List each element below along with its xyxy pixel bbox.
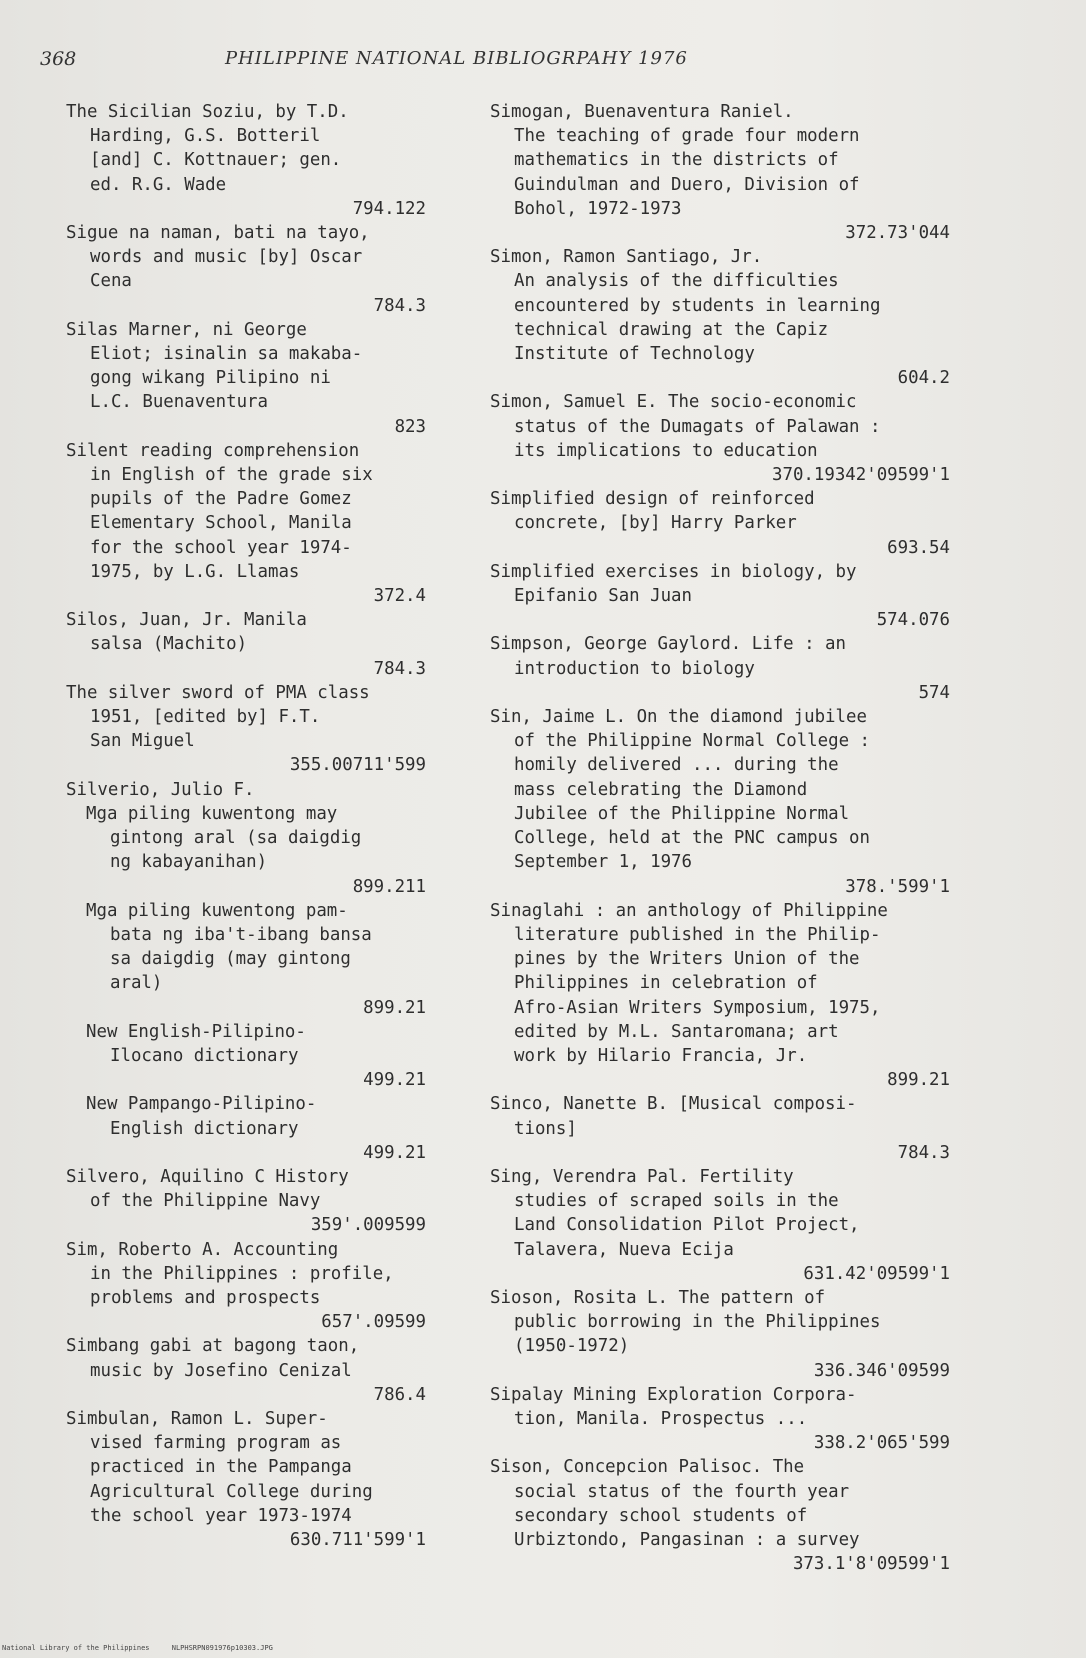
entry-heading: Sinco, Nanette B. [Musical composi-	[490, 1094, 857, 1115]
entry-body: Eliot; isinalin sa makaba- gong wikang Pilipino ni L.C. Buenaventura	[90, 344, 363, 413]
entry-heading: Sing, Verendra Pal. Fertility	[490, 1166, 794, 1187]
bib-entry	[66, 1165, 426, 1238]
entry-heading: Sioson, Rosita L. The pattern of	[490, 1287, 826, 1308]
bib-entry	[66, 1407, 426, 1552]
entry-heading: Silos, Juan, Jr. Manila	[66, 610, 307, 631]
entry-call-number: 631.42'09599'1	[803, 1263, 950, 1284]
bib-entry	[66, 439, 426, 608]
entry-heading: Simplified exercises in biology, by	[490, 561, 857, 582]
entry-call-number: 823	[394, 416, 426, 437]
entry-heading: New Pampango-Pilipino-	[86, 1094, 317, 1115]
bib-entry	[490, 899, 950, 1093]
entry-body: words and music [by] Oscar Cena	[90, 247, 363, 292]
entry-body: public borrowing in the Philippines (1950-1972)	[514, 1312, 881, 1357]
entry-body: gintong aral (sa daigdig ng kabayanihan)	[110, 828, 362, 873]
running-title: PHILIPPINE NATIONAL BIBLIOGRPAHY 1976	[225, 48, 688, 69]
bib-entry	[66, 1092, 426, 1165]
entry-heading: Silent reading comprehension	[66, 440, 360, 461]
entry-call-number: 372.4	[373, 586, 426, 607]
entry-call-number: 355.00711'599	[289, 755, 426, 776]
entry-body: The teaching of grade four modern mathematics in the districts of Guindulman and Duero, Division of Bohol, 1972-1973	[514, 126, 860, 219]
entry-body: concrete, [by] Harry Parker	[514, 513, 797, 534]
bib-entry	[490, 1383, 950, 1456]
entry-call-number: 604.2	[897, 368, 950, 389]
entry-call-number: 899.211	[352, 876, 426, 897]
entry-call-number: 499.21	[363, 1142, 426, 1163]
bib-entry	[490, 560, 950, 633]
entry-heading: Sim, Roberto A. Accounting	[66, 1239, 339, 1260]
entry-body: Ilocano dictionary	[110, 1045, 299, 1066]
scan-footer	[2, 1644, 291, 1652]
bib-entry	[490, 1455, 950, 1576]
entry-call-number: 657'.09599	[321, 1312, 426, 1333]
entry-body: social status of the fourth year secondary school students of Urbiztondo, Pangasinan : a survey	[514, 1481, 860, 1550]
entry-body: Harding, G.S. Botteril [and] C. Kottnauer; gen. ed. R.G. Wade	[90, 126, 342, 195]
entry-body: tions]	[514, 1118, 577, 1139]
entry-call-number: 378.'599'1	[845, 876, 950, 897]
entry-body: of the Philippine Normal College : homily delivered ... during the mass celebrating the Diamond Jubilee of the Philippine Normal College, held at the PNC campus on September 1, 1976	[514, 731, 870, 873]
entry-body: introduction to biology	[514, 658, 755, 679]
entry-heading: Sin, Jaime L. On the diamond jubilee	[490, 707, 867, 728]
entry-heading: Simogan, Buenaventura Raniel.	[490, 102, 794, 122]
entry-heading: Silas Marner, ni George	[66, 319, 307, 340]
bib-entry	[66, 318, 426, 439]
entry-call-number: 630.711'599'1	[289, 1529, 426, 1550]
page-header	[40, 48, 1040, 78]
entry-call-number: 899.21	[363, 997, 426, 1018]
entry-call-number: 693.54	[887, 537, 950, 558]
footer-file: NLPHSRPN091976p10303.JPG	[171, 1644, 273, 1652]
entry-call-number: 338.2'065'599	[813, 1433, 950, 1454]
entry-call-number: 784.3	[897, 1142, 950, 1163]
bib-entry	[490, 487, 950, 560]
entry-call-number: 336.346'09599	[813, 1360, 950, 1381]
entry-heading: Simpson, George Gaylord. Life : an	[490, 634, 846, 655]
entry-body: English dictionary	[110, 1118, 299, 1139]
entry-heading: Mga piling kuwentong may	[86, 803, 338, 824]
entry-call-number: 499.21	[363, 1070, 426, 1091]
entry-heading: Sipalay Mining Exploration Corpora-	[490, 1384, 857, 1405]
bib-entry	[66, 681, 426, 778]
entry-body: of the Philippine Navy	[90, 1191, 321, 1212]
entry-heading: Silvero, Aquilino C History	[66, 1166, 349, 1187]
entry-heading: Silverio, Julio F.	[66, 779, 255, 800]
bib-entry	[490, 100, 950, 245]
entry-heading: Simon, Samuel E. The socio-economic	[490, 392, 857, 413]
entry-body: bata ng iba't-ibang bansa sa daigdig (may gintong aral)	[110, 924, 372, 994]
bib-entry	[490, 245, 950, 390]
entry-heading: New English-Pilipino-	[86, 1021, 306, 1042]
entry-call-number: 784.3	[373, 295, 426, 316]
entry-heading: Sigue na naman, bati na tayo,	[66, 223, 370, 244]
bib-entry	[490, 390, 950, 487]
entry-heading: Simon, Ramon Santiago, Jr.	[490, 247, 763, 268]
bib-entry	[490, 1092, 950, 1165]
entry-heading: Sinaglahi : an anthology of Philippine	[490, 900, 888, 921]
bib-entry	[490, 632, 950, 705]
bib-entry	[66, 221, 426, 318]
entry-call-number: 372.73'044	[845, 223, 950, 244]
entry-body: tion, Manila. Prospectus ...	[514, 1408, 808, 1429]
bib-entry	[490, 705, 950, 899]
entry-call-number: 370.19342'09599'1	[772, 465, 950, 486]
entry-heading: Simplified design of reinforced	[490, 489, 815, 510]
entry-body: 1951, [edited by] F.T. San Miguel	[90, 707, 321, 752]
entry-heading: Simbulan, Ramon L. Super-	[66, 1408, 328, 1429]
bib-entry	[66, 608, 426, 681]
entry-call-number: 784.3	[373, 658, 426, 679]
left-column	[66, 100, 426, 1552]
entry-body: literature published in the Philip- pines by the Writers Union of the Philippines in celebration of Afro-Asian Writers Symposium, 1975, edited by M.L. Santaromana; art work by Hilario Francia, Jr.	[514, 924, 881, 1066]
entry-body: studies of scraped soils in the Land Consolidation Pilot Project, Talavera, Nueva Ecija	[514, 1191, 860, 1260]
entry-heading: Simbang gabi at bagong taon,	[66, 1336, 360, 1357]
bib-entry	[66, 1334, 426, 1407]
entry-heading: The silver sword of PMA class	[66, 682, 370, 703]
bib-entry	[490, 1165, 950, 1286]
bib-entry	[490, 1286, 950, 1383]
entry-body: An analysis of the difficulties encountered by students in learning technical drawing at the Capiz Institute of Technology	[514, 271, 881, 365]
right-column	[490, 100, 950, 1576]
entry-body: vised farming program as practiced in the Pampanga Agricultural College during the school year 1973-1974	[90, 1433, 373, 1526]
entry-call-number: 574	[918, 682, 950, 703]
entry-call-number: 899.21	[887, 1070, 950, 1091]
entry-body: in English of the grade six pupils of the Padre Gomez Elementary School, Manila for the school year 1974- 1975, by L.G. Llamas	[90, 465, 373, 582]
entry-heading: Mga piling kuwentong pam-	[86, 900, 348, 921]
bib-entry	[66, 1020, 426, 1093]
entry-body: salsa (Machito)	[90, 634, 248, 655]
entry-call-number: 574.076	[876, 610, 950, 631]
entry-call-number: 359'.009599	[310, 1215, 426, 1236]
entry-heading: The Sicilian Soziu, by T.D.	[66, 102, 349, 122]
page-number: 368	[40, 48, 77, 70]
bib-entry	[66, 1238, 426, 1335]
entry-heading: Sison, Concepcion Palisoc. The	[490, 1457, 805, 1478]
footer-library: National Library of the Philippines	[2, 1644, 150, 1652]
entry-call-number: 786.4	[373, 1384, 426, 1405]
entry-call-number: 794.122	[352, 198, 426, 219]
entry-body: status of the Dumagats of Palawan : its implications to education	[514, 416, 881, 461]
entry-body: music by Josefino Cenizal	[90, 1360, 352, 1381]
entry-body: in the Philippines : profile, problems and prospects	[90, 1263, 394, 1308]
bib-entry	[66, 778, 426, 802]
bib-entry	[66, 100, 426, 221]
entry-body: Epifanio San Juan	[514, 586, 692, 607]
entry-call-number: 373.1'8'09599'1	[792, 1554, 950, 1575]
bib-entry	[66, 899, 426, 1020]
bib-entry	[66, 802, 426, 899]
